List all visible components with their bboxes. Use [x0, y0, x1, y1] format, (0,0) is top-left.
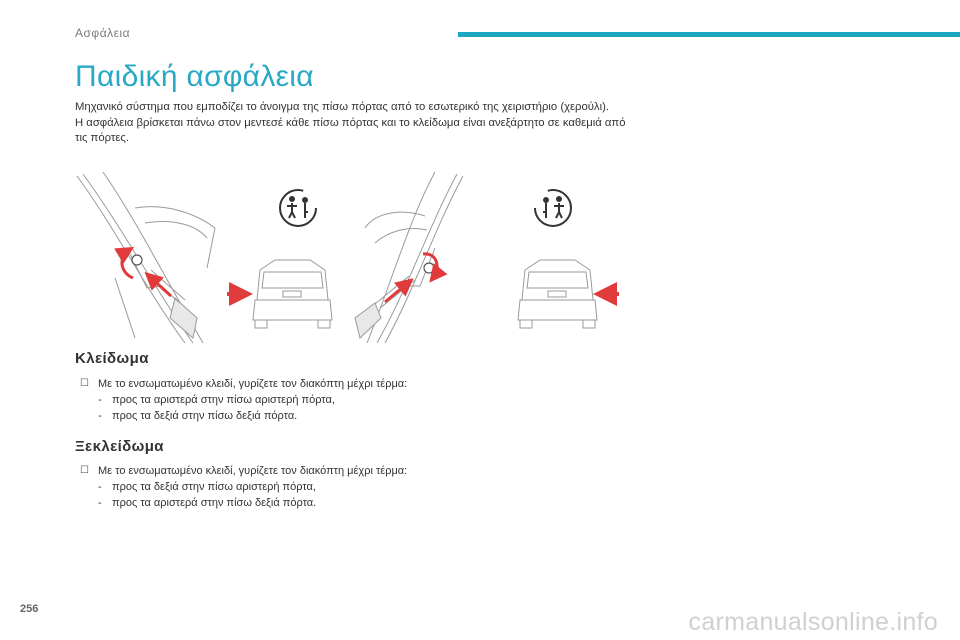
- locking-instruction-text: Με το ενσωματωμένο κλειδί, γυρίζετε τον διακόπτη μέχρι τέρμα:: [98, 378, 408, 390]
- left-car-rear: [253, 260, 332, 328]
- unlocking-substep-2: - προς τα αριστερά στην πίσω δεξιά πόρτα.: [98, 497, 317, 509]
- checkbox-bullet-icon: ☐: [80, 378, 89, 389]
- locking-substep-1: - προς τα αριστερά στην πίσω αριστερή πόρτα,: [98, 394, 335, 406]
- section-label: Ασφάλεια: [75, 26, 131, 40]
- unlocking-heading: Ξεκλείδωμα: [75, 438, 164, 455]
- section-accent-bar: [458, 32, 960, 37]
- left-door-drawing: [77, 172, 215, 343]
- child-unlock-icon: [535, 190, 571, 226]
- locking-substep-2: - προς τα δεξιά στην πίσω δεξιά πόρτα.: [98, 410, 298, 422]
- locking-heading: Κλείδωμα: [75, 350, 149, 367]
- locking-substep-text: προς τα αριστερά στην πίσω αριστερή πόρτα,: [112, 394, 335, 406]
- unlocking-step: [80, 463, 640, 479]
- unlocking-instruction-text: Με το ενσωματωμένο κλειδί, γυρίζετε τον διακόπτη μέχρι τέρμα:: [98, 465, 408, 477]
- page-number: 256: [20, 603, 39, 615]
- intro-paragraph-2: Η ασφάλεια βρίσκεται πάνω στον μεντεσέ κάθε πίσω πόρτας και το κλείδωμα είναι ανεξάρτητο σε καθεμιά από τις πόρτες.: [75, 116, 626, 144]
- checkbox-bullet-icon: ☐: [80, 465, 89, 476]
- unlocking-instructions: [80, 463, 640, 511]
- unlocking-substep-text: προς τα δεξιά στην πίσω αριστερή πόρτα,: [112, 481, 316, 493]
- right-lock-switch: [424, 263, 434, 273]
- watermark: carmanualsonline.info: [688, 608, 938, 636]
- page-title: Παιδική ασφάλεια: [75, 60, 314, 93]
- child-lock-icon: [280, 190, 316, 226]
- child-lock-illustration: [75, 168, 625, 346]
- left-lock-switch: [132, 255, 142, 265]
- right-door-drawing: [355, 172, 463, 343]
- unlocking-substep-1: - προς τα δεξιά στην πίσω αριστερή πόρτα,: [98, 481, 316, 493]
- intro-paragraph-1: Μηχανικό σύστημα που εμποδίζει το άνοιγμα της πίσω πόρτας από το εσωτερικό της χειριστήριο (χερούλι).: [75, 101, 609, 113]
- locking-instructions: [80, 376, 640, 424]
- intro-text: [75, 100, 635, 147]
- right-car-rear: [518, 260, 597, 328]
- unlocking-substep-text: προς τα αριστερά στην πίσω δεξιά πόρτα.: [112, 497, 317, 509]
- locking-substep-text: προς τα δεξιά στην πίσω δεξιά πόρτα.: [112, 410, 298, 422]
- locking-step: [80, 376, 640, 392]
